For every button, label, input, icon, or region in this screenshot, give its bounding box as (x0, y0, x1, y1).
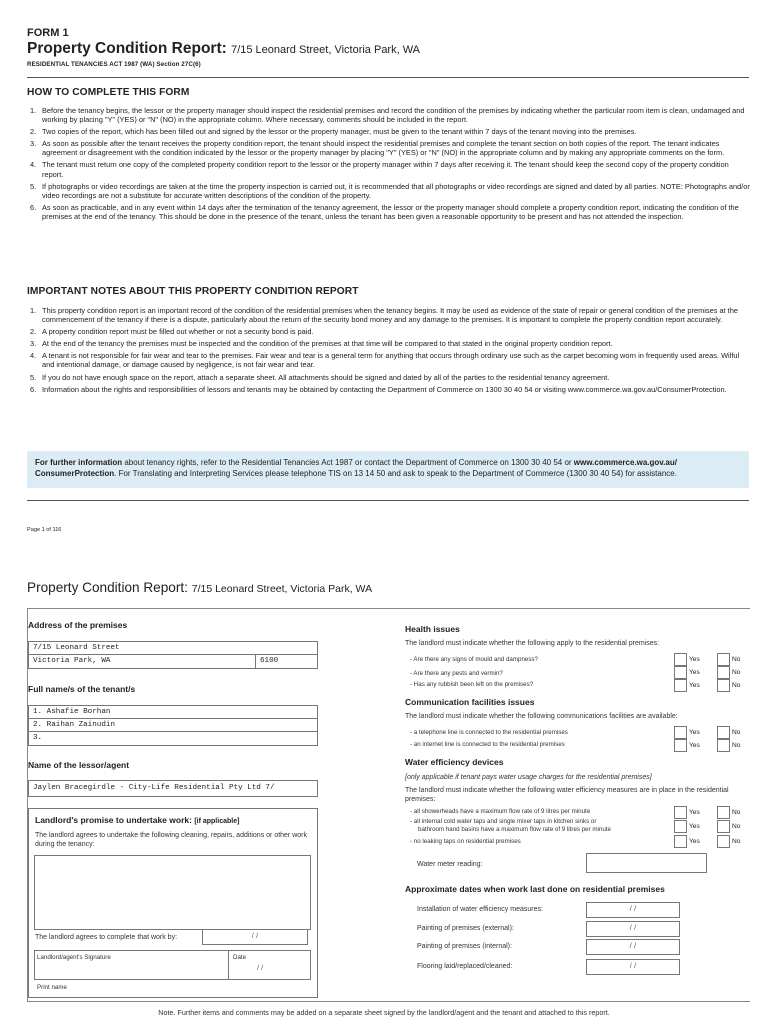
work-date-field[interactable]: / / (586, 959, 680, 975)
work-date-field[interactable]: / / (586, 902, 680, 918)
tenants-label: Full name/s of the tenant/s (28, 684, 136, 694)
list-item: 6. Information about the rights and responsibilities of lessors and tenants may be obtained by contacting the Department of Commerce on 1300 30 40 54 or visiting www.commerce.wa.gov.au/ConsumerProtection. (30, 384, 727, 394)
act-reference: RESIDENTIAL TENANCIES ACT 1987 (WA) Section 27C(6) (27, 61, 201, 68)
list-item: 2. Two copies of the report, which has been filled out and signed by the lessor or the property manager, must be given to the tenant within 7 days of the tenant moving into the premises. (30, 127, 637, 137)
yes-checkbox[interactable] (674, 666, 687, 679)
promise-title: Landlord's promise to undertake work: [if applicable] (35, 815, 240, 825)
premises-label: Address of the premises (28, 620, 128, 630)
notes-list (27, 306, 752, 394)
yes-no-pair (674, 679, 760, 692)
no-checkbox[interactable] (717, 820, 730, 833)
report-address: 7/15 Leonard Street, Victoria Park, WA (231, 44, 421, 56)
yes-label: Yes (689, 823, 700, 830)
complete-by-date-field[interactable]: / / (202, 929, 308, 945)
lessor-table (28, 780, 318, 797)
water-item: - all showerheads have a maximum flow rate of 9 litres per minute (410, 808, 591, 815)
info-url[interactable]: www.commerce.wa.gov.au/ ConsumerProtection (35, 458, 677, 478)
health-item: - Are there any pests and vermin? (410, 670, 503, 677)
report-address-2: 7/15 Leonard Street, Victoria Park, WA (191, 583, 373, 595)
list-item: 3. As soon as possible after the tenant receives the property condition report, the tenant should inspect the residential premises and complete the tenant section on both copies of the report. The tenant indicates agreement or disagreement with the condition indicated by the lessor or the property manager by placing "Y" (YES) or "N" (NO) in the appropriate column and by making any appropriate comments on the form. (30, 139, 725, 158)
comms-title: Communication facilities issues (405, 697, 535, 707)
work-date-label: Painting of premises (internal): (417, 943, 512, 950)
tenant-name-field[interactable]: 1. Ashafie Borhan (33, 708, 111, 716)
no-checkbox[interactable] (717, 835, 730, 848)
health-item: - Are there any signs of mould and dampness? (410, 656, 538, 663)
water-intro: The landlord must indicate whether the following water efficiency measures are in place in the residential premises: (405, 787, 729, 803)
landlord-promise-box (28, 808, 318, 998)
work-date-label: Painting of premises (external): (417, 925, 514, 932)
yes-checkbox[interactable] (674, 726, 687, 739)
yes-label: Yes (689, 742, 700, 749)
date-label: Date (233, 954, 247, 961)
health-item: - Has any rubbish been left on the premises? (410, 681, 534, 688)
further-info-box (27, 451, 749, 488)
signature-field[interactable] (35, 951, 229, 979)
info-text-2: . For Translating and Interpreting Services please telephone TIS on 13 14 50 and ask to speak to the Department of Commerce (1300 30 40 54) for assistance. (114, 469, 677, 478)
health-intro: The landlord must indicate whether the following apply to the residential premises: (405, 640, 660, 647)
yes-no-pair (674, 835, 760, 848)
report-title-2 (27, 580, 372, 595)
no-label: No (732, 838, 741, 845)
lessor-label: Name of the lessor/agent (28, 760, 130, 770)
list-item: 3. At the end of the tenancy the premises must be inspected and the condition of the premises at that time will be compared to that stated in the original property condition report. (30, 339, 613, 349)
no-checkbox[interactable] (717, 666, 730, 679)
list-item: 2. A property condition report must be filled out whether or not a security bond is paid. (30, 327, 314, 337)
yes-label: Yes (689, 729, 700, 736)
lessor-name-field[interactable]: Jaylen Bracegirdle - City-Life Residential Pty Ltd 7/ (33, 784, 275, 792)
signature-area (34, 950, 311, 980)
water-note: [only applicable if tenant pays water usage charges for the residential premises] (405, 774, 652, 781)
yes-no-pair (674, 666, 760, 679)
list-item: 4. The tenant must return one copy of the completed property condition report to the lessor or the property manager within 7 days after receiving it. The tenant should keep the second copy of the property condition report. (30, 160, 729, 179)
work-date-field[interactable]: / / (586, 939, 680, 955)
form-number: FORM 1 (27, 27, 69, 39)
yes-no-pair (674, 653, 760, 666)
divider (27, 500, 749, 501)
promise-text: The landlord agrees to undertake the following cleaning, repairs, additions or other work during the tenancy: (35, 832, 307, 848)
no-label: No (732, 729, 741, 736)
no-checkbox[interactable] (717, 653, 730, 666)
tenants-table (28, 705, 318, 746)
report-title (27, 40, 420, 58)
no-checkbox[interactable] (717, 806, 730, 819)
report-title-2-text: Property Condition Report: (27, 580, 188, 595)
page-number: Page 1 of 116 (27, 527, 62, 533)
yes-no-pair (674, 726, 760, 739)
info-text-1: about tenancy rights, refer to the Residential Tenancies Act 1987 or contact the Department of Commerce on 1300 30 40 54 or (122, 458, 574, 467)
yes-checkbox[interactable] (674, 653, 687, 666)
info-lead: For further information (35, 458, 123, 467)
no-checkbox[interactable] (717, 679, 730, 692)
list-item: 1. This property condition report is an important record of the condition of the residential premises when the tenancy begins. It may be used as evidence of the state of repair or general condition of the premises at the commencement of the tenancy if there is a dispute, particularly about the return of the security bond money and any damage to the premises. It is important to complete the property condition report accurately. (30, 306, 738, 325)
list-item: 1. Before the tenancy begins, the lessor or the property manager should inspect the residential premises and record the condition of the premises by indicating whether the particular room item is clean, undamaged and working by placing "Y" (YES) or "N" (NO) in the appropriate column. Where necessary, comments should be included in the report. (30, 106, 745, 125)
yes-no-pair (674, 820, 760, 833)
no-checkbox[interactable] (717, 726, 730, 739)
work-date-field[interactable]: / / (586, 921, 680, 937)
health-title: Health issues (405, 624, 460, 634)
signature-label: Landlord/agent's Signature (37, 954, 111, 961)
water-item: bathroom hand basins have a maximum flow rate of 9 litres per minute (418, 826, 611, 833)
yes-label: Yes (689, 682, 700, 689)
yes-checkbox[interactable] (674, 835, 687, 848)
list-item: 5. If you do not have enough space on the report, attach a separate sheet. All attachments should be signed and dated by all of the parties to the residential tenancy agreement. (30, 372, 610, 382)
work-date-label: Installation of water efficiency measures: (417, 906, 543, 913)
work-date-label: Flooring laid/replaced/cleaned: (417, 963, 513, 970)
yes-no-pair (674, 739, 760, 752)
premises-postcode-field[interactable]: 6100 (255, 655, 317, 668)
footnote: Note. Further items and comments may be added on a separate sheet signed by the landlord/agent and the tenant and attached to this report. (158, 1008, 610, 1017)
tenant-name-field[interactable]: 3. (33, 734, 43, 742)
no-checkbox[interactable] (717, 739, 730, 752)
premises-table (28, 641, 318, 669)
yes-checkbox[interactable] (674, 739, 687, 752)
how-to-heading: HOW TO COMPLETE THIS FORM (27, 87, 190, 98)
yes-checkbox[interactable] (674, 806, 687, 819)
yes-label: Yes (689, 656, 700, 663)
tenant-name-field[interactable]: 2. Raihan Zainudin (33, 721, 116, 729)
how-to-list (27, 106, 752, 221)
yes-label: Yes (689, 809, 700, 816)
no-label: No (732, 809, 741, 816)
water-item: - no leaking taps on residential premises (410, 838, 521, 845)
water-meter-label: Water meter reading: (417, 861, 483, 868)
comms-intro: The landlord must indicate whether the following communications facilities are available: (405, 713, 678, 720)
yes-checkbox[interactable] (674, 679, 687, 692)
notes-heading: IMPORTANT NOTES ABOUT THIS PROPERTY CONDITION REPORT (27, 286, 359, 297)
list-item: 6. As soon as practicable, and in any event within 14 days after the termination of the tenancy agreement, the lessor or the property manager should complete a property condition report, indicating the condition of the premises at the end of the tenancy. This should be done in the presence of the tenant, unless the tenant has been given a reasonable opportunity to be present and has not attended the inspection. (30, 202, 739, 221)
signature-date-field[interactable]: / / (257, 965, 264, 972)
water-item: - all internal cold water taps and single mixer taps in kitchen sinks or (410, 818, 597, 825)
yes-checkbox[interactable] (674, 820, 687, 833)
work-dates-title: Approximate dates when work last done on residential premises (405, 884, 665, 894)
yes-no-pair (674, 806, 760, 819)
premises-suburb-field[interactable]: Victoria Park, WA (33, 657, 111, 665)
promise-work-field[interactable] (34, 855, 311, 930)
no-label: No (732, 656, 741, 663)
comms-item: - a telephone line is connected to the residential premises (410, 729, 568, 736)
report-title-text: Property Condition Report: (27, 40, 227, 57)
premises-line1-field[interactable]: 7/15 Leonard Street (33, 644, 120, 652)
no-label: No (732, 682, 741, 689)
water-title: Water efficiency devices (405, 757, 504, 767)
list-item: 5. If photographs or video recordings are taken at the time the property inspection is carried out, it is recommended that all photographs or video recordings are signed and dated by all parties. NOTE: Photographs and/or video recordings are not a substitute for accurate written descriptions of the condition of the property. (30, 181, 750, 200)
complete-by-label: The landlord agrees to complete that work by: (35, 934, 178, 941)
print-name-label: Print name (37, 984, 67, 991)
no-label: No (732, 669, 741, 676)
divider (27, 77, 749, 78)
no-label: No (732, 742, 741, 749)
no-label: No (732, 823, 741, 830)
list-item: 4. A tenant is not responsible for fair wear and tear to the premises. Fair wear and tear is a general term for anything that occurs through ordinary use such as the carpet becoming worn in frequently used areas. Wilful and intentional damage, or damage caused by negligence, is not fair wear and tear. (30, 351, 740, 370)
yes-label: Yes (689, 838, 700, 845)
yes-label: Yes (689, 669, 700, 676)
comms-item: - an internet line is connected to the residential premises (410, 741, 565, 748)
water-meter-field[interactable] (586, 853, 707, 873)
